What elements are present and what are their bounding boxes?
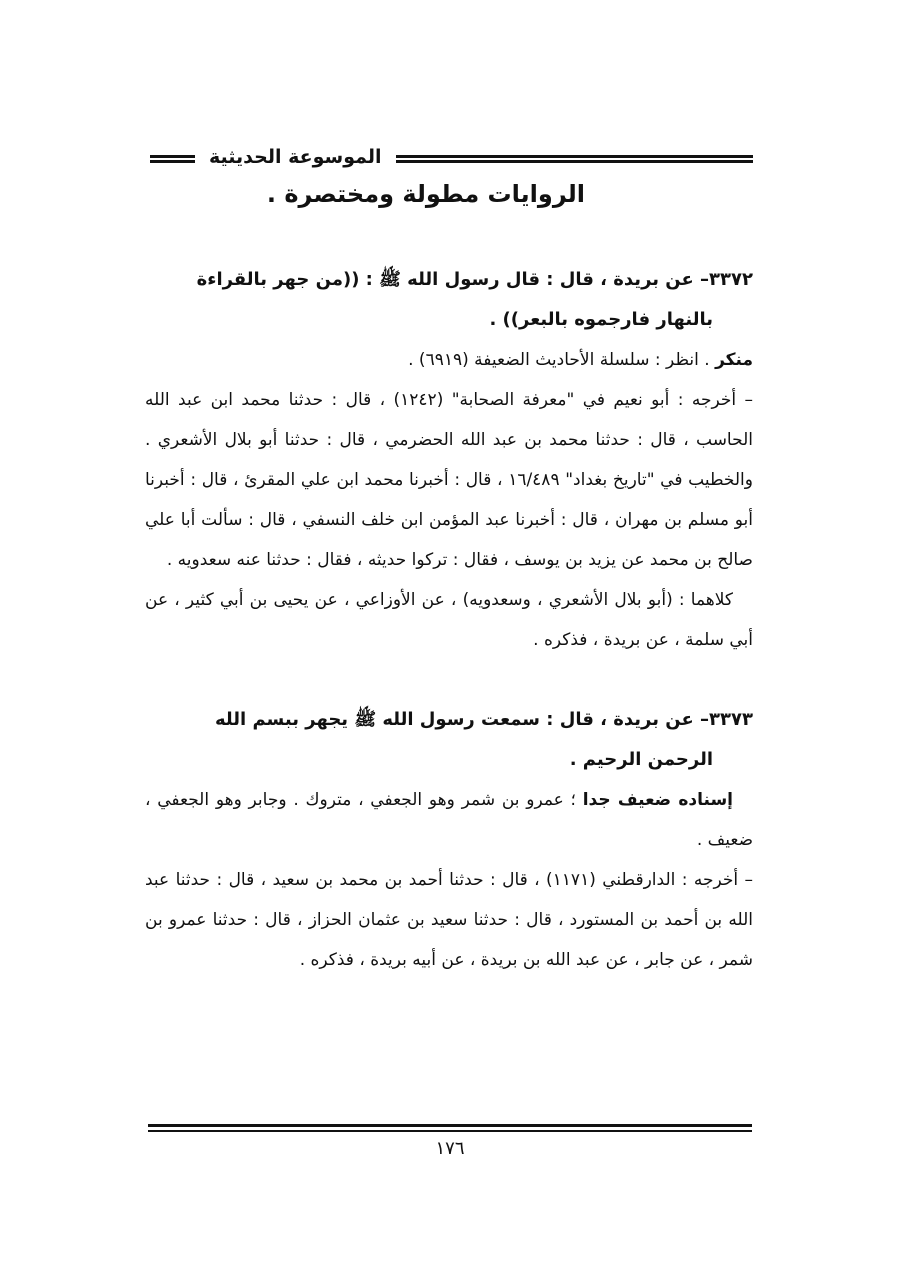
header-title: الموسوعة الحديثية [209, 146, 382, 168]
hadith-3372-grade [145, 340, 753, 380]
section-spacer [145, 660, 753, 700]
hadith-3372-takhrij: – أخرجه : أبو نعيم في "معرفة الصحابة" (١٢٤٢) ، قال : حدثنا محمد ابن عبد الله الحاسب ، قال : حدثنا محمد بن عبد الله الحضرمي ، قال : حدثنا أبو بلال الأشعري . والخطيب في "تاريخ بغداد" ١٦/٤٨٩ ، قال : أخبرنا محمد ابن علي المقرئ ، قال : أخبرنا أبو مسلم بن مهران ، قال : أخبرنا عبد المؤمن ابن خلف النسفي ، قال : سألت أبا علي صالح بن محمد عن يزيد بن يوسف ، فقال : تركوا حديثه ، فقال : حدثنا عنه سعدويه . [145, 390, 753, 570]
hadith-3373-heading-line2: الرحمن الرحيم . [569, 749, 713, 770]
hadith-3373-grade-label: إسناده ضعيف جدا [582, 790, 734, 810]
header-rule-left [150, 155, 195, 163]
header-rule-right [396, 155, 754, 163]
continuation-title: الروايات مطولة ومختصرة . [266, 180, 585, 208]
hadith-3373-grade-text: ؛ عمرو بن شمر وهو الجعفي ، متروك . وجابر وهو الجعفي ، ضعيف . [145, 790, 753, 850]
hadith-3372-grade-text: . انظر : سلسلة الأحاديث الضعيفة (٦٩١٩) . [408, 350, 716, 370]
hadith-3373-grade [145, 780, 753, 860]
running-header [150, 142, 753, 172]
hadith-3372-heading-line2: بالنهار فارجموه بالبعر)) . [489, 309, 713, 330]
hadith-3373-heading-line1: ٣٣٧٣– عن بريدة ، قال : سمعت رسول الله ﷺ يجهر ببسم الله [214, 709, 753, 730]
hadith-3372-heading-line1: ٣٣٧٢– عن بريدة ، قال : قال رسول الله ﷺ : ((من جهر بالقراءة [196, 269, 753, 290]
page-number: ١٧٦ [435, 1138, 465, 1159]
page-body [145, 260, 753, 980]
hadith-3372-grade-label: منكر [715, 350, 753, 370]
hadith-3373-takhrij: – أخرجه : الدارقطني (١١٧١) ، قال : حدثنا أحمد بن محمد بن سعيد ، قال : حدثنا عبد الله بن أحمد بن المستورد ، قال : حدثنا سعيد بن عثمان الحزاز ، قال : حدثنا عمرو بن شمر ، عن جابر ، عن عبد الله بن بريدة ، عن أبيه بريدة ، فذكره . [145, 870, 753, 970]
hadith-3372-chain: كلاهما : (أبو بلال الأشعري ، وسعدويه) ، عن الأوزاعي ، عن يحيى بن أبي كثير ، عن أبي سلمة ، عن بريدة ، فذكره . [145, 590, 753, 650]
footer-rule [148, 1124, 752, 1132]
